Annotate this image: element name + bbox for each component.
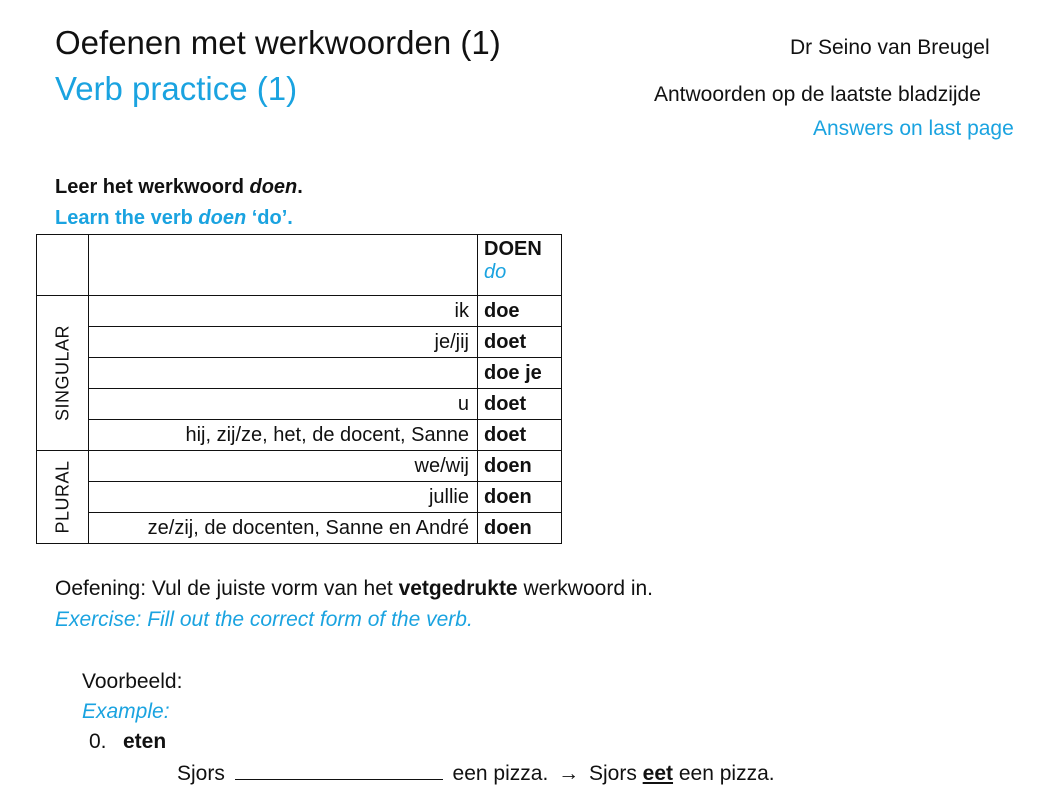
instruction-nl-prefix: Oefening: Vul de juiste vorm van het bbox=[55, 577, 399, 600]
form-cell: doe je bbox=[478, 358, 562, 389]
sentence-rest: een pizza. bbox=[452, 762, 549, 785]
table-header-row bbox=[37, 235, 562, 296]
form-cell: doen bbox=[478, 482, 562, 513]
learn-en-suffix: ‘do’. bbox=[246, 207, 293, 229]
plural-label: PLURAL bbox=[52, 460, 72, 534]
subject-cell: ze/zij, de docenten, Sanne en André bbox=[89, 513, 478, 544]
instruction-nl-suffix: werkwoord in. bbox=[517, 577, 654, 600]
exercise-instruction-en: Exercise: Fill out the correct form of the verb. bbox=[55, 608, 473, 631]
plural-group-cell bbox=[37, 451, 89, 544]
learn-instruction-en bbox=[55, 207, 293, 230]
singular-group-cell bbox=[37, 296, 89, 451]
form-cell: doen bbox=[478, 513, 562, 544]
learn-en-prefix: Learn the verb bbox=[55, 207, 199, 229]
form-cell: doet bbox=[478, 420, 562, 451]
answer-blank[interactable] bbox=[235, 761, 443, 780]
sentence-subject: Sjors bbox=[177, 762, 225, 785]
page-title: Oefenen met werkwoorden (1) bbox=[55, 24, 501, 61]
subject-cell bbox=[89, 358, 478, 389]
learn-nl-prefix: Leer het werkwoord bbox=[55, 176, 250, 198]
form-cell: doet bbox=[478, 327, 562, 358]
table-row bbox=[37, 389, 562, 420]
right-arrow-icon: → bbox=[558, 762, 580, 785]
example-label-en: Example: bbox=[82, 700, 170, 723]
table-row bbox=[37, 420, 562, 451]
table-row bbox=[37, 327, 562, 358]
header-verb: DOEN bbox=[484, 238, 542, 260]
singular-label: SINGULAR bbox=[52, 324, 72, 422]
learn-instruction-nl bbox=[55, 176, 303, 199]
page-subtitle: Verb practice (1) bbox=[55, 70, 298, 107]
instruction-nl-bold: vetgedrukte bbox=[398, 577, 518, 600]
subject-cell: we/wij bbox=[89, 451, 478, 482]
example-number: 0. bbox=[89, 730, 107, 753]
table-row bbox=[37, 451, 562, 482]
author: Dr Seino van Breugel bbox=[790, 36, 990, 59]
answers-note-en: Answers on last page bbox=[813, 117, 1014, 140]
table-row bbox=[37, 358, 562, 389]
subject-cell: u bbox=[89, 389, 478, 420]
answer-verb: eet bbox=[642, 762, 674, 785]
table-row bbox=[37, 513, 562, 544]
header-subject-cell bbox=[89, 235, 478, 296]
subject-cell: jullie bbox=[89, 482, 478, 513]
header-translation: do bbox=[484, 261, 507, 283]
answer-subject: Sjors bbox=[588, 762, 637, 785]
subject-cell: hij, zij/ze, het, de docent, Sanne bbox=[89, 420, 478, 451]
answers-note-nl: Antwoorden op de laatste bladzijde bbox=[654, 83, 981, 106]
subject-cell: je/jij bbox=[89, 327, 478, 358]
table-row bbox=[37, 296, 562, 327]
table-row bbox=[37, 482, 562, 513]
example-sentence bbox=[177, 761, 775, 786]
exercise-instruction-nl bbox=[55, 577, 653, 601]
form-cell: doe bbox=[478, 296, 562, 327]
form-cell: doen bbox=[478, 451, 562, 482]
learn-nl-suffix: . bbox=[297, 176, 303, 198]
subject-cell: ik bbox=[89, 296, 478, 327]
learn-nl-verb: doen bbox=[249, 176, 298, 198]
example-label-nl: Voorbeeld: bbox=[82, 670, 183, 693]
header-empty-cell bbox=[37, 235, 89, 296]
answer-rest: een pizza. bbox=[678, 762, 775, 785]
learn-en-verb: doen bbox=[198, 207, 247, 229]
header-verb-cell bbox=[478, 235, 562, 296]
example-verb: eten bbox=[123, 730, 167, 753]
conjugation-table bbox=[36, 234, 562, 544]
form-cell: doet bbox=[478, 389, 562, 420]
